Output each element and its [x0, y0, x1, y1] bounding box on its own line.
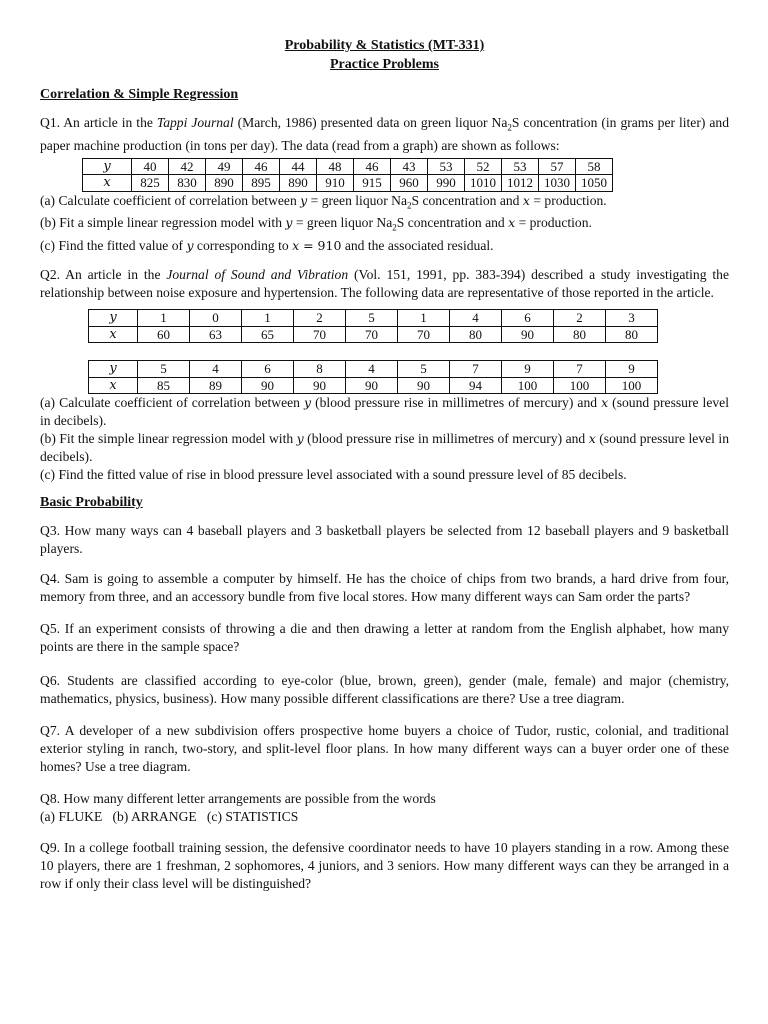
question-1-part-c: (c) Find the fitted value of y corresponding to x = 910 and the associated residual. [40, 238, 494, 254]
table-cell: 6 [242, 361, 294, 378]
table-cell: 6 [502, 310, 554, 327]
question-3: Q3. How many ways can 4 baseball players and 3 basketball players be selected from 12 baseball players and 9 basketball players. [40, 523, 729, 557]
table-cell: 94 [450, 377, 502, 394]
table-cell: 90 [398, 377, 450, 394]
table-row-y: y 5 4 6 8 4 5 7 9 7 9 [89, 361, 658, 378]
table-cell: 825 [132, 175, 169, 192]
q2-data-table-2 [88, 360, 658, 394]
table-cell: 90 [502, 326, 554, 343]
table-cell: 915 [354, 175, 391, 192]
table-cell: 9 [606, 361, 658, 378]
table-cell: 1010 [465, 175, 502, 192]
question-9: Q9. In a college football training session, the defensive coordinator needs to have 10 players standing in a row. Among these 10 players, there are 1 freshman, 2 sophomores, 4 juniors, and 3 seniors. How many different ways can they be arranged in a row if only their class level will be distinguished? [40, 840, 729, 892]
table-cell: 890 [280, 175, 317, 192]
table-cell: 46 [243, 158, 280, 175]
question-6: Q6. Students are classified according to eye-color (blue, brown, green), gender (male, female) and major (chemistry, mathematics, physics, business). How many possible different classifications are there? Use a tree diagram. [40, 673, 729, 707]
table-cell: 100 [554, 377, 606, 394]
table-row-y: y 1 0 1 2 5 1 4 6 2 3 [89, 310, 658, 327]
table-cell: 49 [206, 158, 243, 175]
journal-name: Journal of Sound and Vibration [166, 267, 349, 283]
table-cell: 1 [242, 310, 294, 327]
question-8: Q8. How many different letter arrangements are possible from the words [40, 791, 436, 807]
q2-data-table-1 [88, 309, 658, 343]
table-cell: 1 [138, 310, 190, 327]
table-cell: 5 [398, 361, 450, 378]
question-1-part-b: (b) Fit a simple linear regression model with y = green liquor $Na_2S$ concentration and x = production. [40, 215, 592, 234]
table-cell: 100 [502, 377, 554, 394]
table-cell: 52 [465, 158, 502, 175]
question-7: Q7. A developer of a new subdivision offers prospective home buyers a choice of Tudor, rustic, colonial, and traditional exterior styling in ranch, two-story, and split-level floor plans. In how many different ways can a buyer order one of these homes? Use a tree diagram. [40, 723, 729, 775]
course-title: Probability & Statistics (MT-331) [284, 38, 485, 53]
table-cell: 70 [294, 326, 346, 343]
journal-name: Tappi Journal [156, 115, 234, 130]
question-2-part-a: (a) Calculate coefficient of correlation between y (blood pressure rise in millimetres of mercury) and x (sound pressure level in decibels). [40, 395, 729, 429]
table-row-x: x 60 63 65 70 70 70 80 90 80 80 [89, 326, 658, 343]
practice-title: Practice Problems [330, 57, 439, 72]
question-2-part-b: (b) Fit the simple linear regression model with y (blood pressure rise in millimetres of mercury) and x (sound pressure level in decibels). [40, 431, 729, 465]
table-cell: 42 [169, 158, 206, 175]
section-heading-regression: Correlation & Simple Regression [40, 87, 239, 102]
question-8-parts: (a) FLUKE (b) ARRANGE (c) STATISTICS [40, 809, 299, 825]
table-cell: 7 [450, 361, 502, 378]
table-cell: 5 [138, 361, 190, 378]
table-cell: 830 [169, 175, 206, 192]
table-cell: 80 [606, 326, 658, 343]
table-cell: 4 [190, 361, 242, 378]
table-cell: 2 [294, 310, 346, 327]
table-cell: 1012 [502, 175, 539, 192]
table-cell: 960 [391, 175, 428, 192]
table-cell: 890 [206, 175, 243, 192]
table-cell: 70 [346, 326, 398, 343]
table-cell: 90 [242, 377, 294, 394]
table-cell: 46 [354, 158, 391, 175]
table-cell: 43 [391, 158, 428, 175]
table-cell: 1 [398, 310, 450, 327]
table-cell: 90 [346, 377, 398, 394]
table-cell: 89 [190, 377, 242, 394]
table-cell: 7 [554, 361, 606, 378]
table-cell: 60 [138, 326, 190, 343]
table-cell: 58 [576, 158, 613, 175]
table-cell: 9 [502, 361, 554, 378]
table-row-x: x 85 89 90 90 90 90 94 100 100 100 [89, 377, 658, 394]
table-cell: 48 [317, 158, 354, 175]
question-1-part-a: (a) Calculate coefficient of correlation between y = green liquor $Na_2S$ concentration and x = production. [40, 192, 607, 211]
table-cell: 5 [346, 310, 398, 327]
table-cell: 990 [428, 175, 465, 192]
table-cell: 3 [606, 310, 658, 327]
table-cell: 53 [428, 158, 465, 175]
table-cell: 8 [294, 361, 346, 378]
table-cell: 2 [554, 310, 606, 327]
question-2-intro: Q2. An article in the Journal of Sound and Vibration (Vol. 151, 1991, pp. 383-394) described a study investigating the relationship between noise exposure and hypertension. The following data are representative of those reported in the article. [40, 267, 729, 301]
document-title [40, 36, 729, 74]
table-row-x: x 825 830 890 895 890 910 915 960 990 1010 1012 1030 1050 [83, 175, 613, 192]
table-cell: 63 [190, 326, 242, 343]
table-cell: 1050 [576, 175, 613, 192]
table-cell: 4 [450, 310, 502, 327]
question-5: Q5. If an experiment consists of throwing a die and then drawing a letter at random from the English alphabet, how many points are there in the sample space? [40, 621, 729, 655]
q1-data-table [82, 158, 613, 192]
table-cell: 44 [280, 158, 317, 175]
section-heading-probability: Basic Probability [40, 495, 143, 511]
table-cell: 0 [190, 310, 242, 327]
document-page [40, 36, 729, 893]
table-cell: 100 [606, 377, 658, 394]
table-cell: 895 [243, 175, 280, 192]
question-4: Q4. Sam is going to assemble a computer by himself. He has the choice of chips from two brands, a hard drive from four, memory from three, and an accessory bundle from five local stores. How many different ways can Sam order the parts? [40, 571, 729, 605]
table-cell: 40 [132, 158, 169, 175]
table-cell: 53 [502, 158, 539, 175]
table-cell: 80 [554, 326, 606, 343]
table-cell: 57 [539, 158, 576, 175]
question-1-intro: Q1. An article in the Tappi Journal (March, 1986) presented data on green liquor $Na_2S$ concentration (in grams per liter) and paper machine production (in tons per day). The data (read from a graph) are shown as follows: [40, 115, 729, 153]
table-cell: 4 [346, 361, 398, 378]
table-cell: 910 [317, 175, 354, 192]
table-cell: 70 [398, 326, 450, 343]
table-cell: 85 [138, 377, 190, 394]
table-cell: 90 [294, 377, 346, 394]
table-row-y: y 40 42 49 46 44 48 46 43 53 52 53 57 58 [83, 158, 613, 175]
table-cell: 1030 [539, 175, 576, 192]
table-cell: 65 [242, 326, 294, 343]
question-2-part-c: (c) Find the fitted value of rise in blood pressure level associated with a sound pressure level of 85 decibels. [40, 467, 627, 483]
table-cell: 80 [450, 326, 502, 343]
